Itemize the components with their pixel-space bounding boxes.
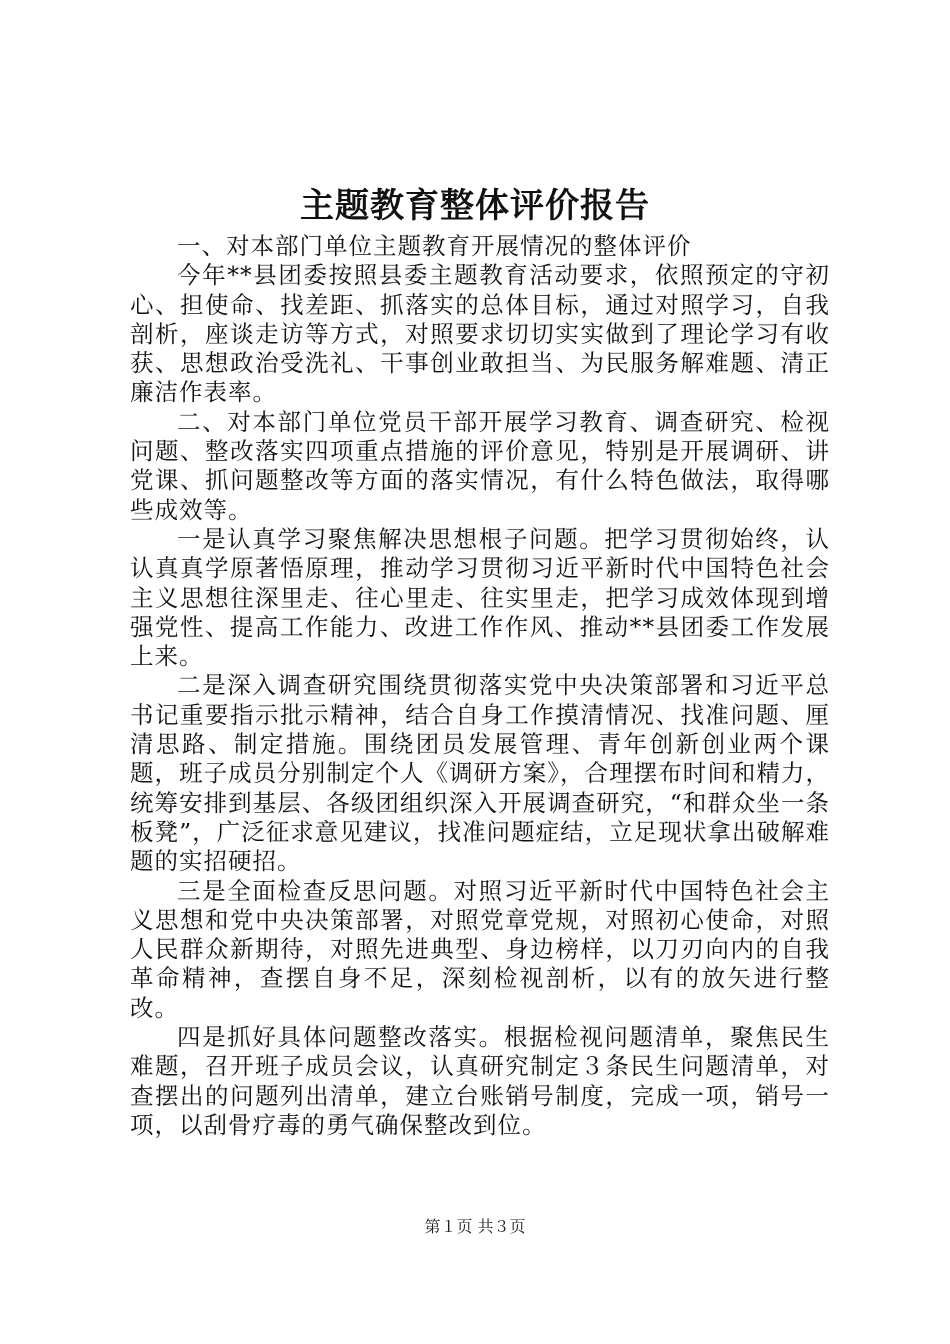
paragraph-rectification: 四是抓好具体问题整改落实。根据检视问题清单，聚焦民生难题，召开班子成员会议，认真研究制定３条民生问题清单，对查摆出的问题列出清单，建立台账销号制度，完成一项，销号一项，以刮骨疗毒的勇气确保整改到位。 <box>130 1023 830 1139</box>
page-number-footer: 第１页 共３页 <box>424 1217 526 1236</box>
document-title: 主题教育整体评价报告 <box>300 186 650 226</box>
paragraph-overall-summary: 今年**县团委按照县委主题教育活动要求，依照预定的守初心、担使命、找差距、抓落实的总体目标，通过对照学习，自我剖析，座谈走访等方式，对照要求切切实实做到了理论学习有收获、思想政治受洗礼、干事创业敢担当、为民服务解难题、清正廉洁作表率。 <box>130 261 830 407</box>
paragraph-study: 一是认真学习聚焦解决思想根子问题。把学习贯彻始终，认认真真学原著悟原理，推动学习贯彻习近平新时代中国特色社会主义思想往深里走、往心里走、往实里走，把学习成效体现到增强党性、提高工作能力、改进工作作风、推动**县团委工作发展上来。 <box>130 524 830 671</box>
document-body <box>130 232 830 1140</box>
section-heading-measures-evaluation: 二、对本部门单位党员干部开展学习教育、调查研究、检视问题、整改落实四项重点措施的评价意见，特别是开展调研、讲党课、抓问题整改等方面的落实情况，有什么特色做法，取得哪些成效等。 <box>130 407 830 524</box>
paragraph-inspection: 三是全面检查反思问题。对照习近平新时代中国特色社会主义思想和党中央决策部署，对照党章党规，对照初心使命，对照人民群众新期待，对照先进典型、身边榜样，以刀刃向内的自我革命精神，查摆自身不足，深刻检视剖析，以有的放矢进行整改。 <box>130 876 830 1022</box>
paragraph-research: 二是深入调查研究围绕贯彻落实党中央决策部署和习近平总书记重要指示批示精神，结合自身工作摸清情况、找准问题、厘清思路、制定措施。围绕团员发展管理、青年创新创业两个课题，班子成员分别制定个人《调研方案》，合理摆布时间和精力，统筹安排到基层、各级团组织深入开展调查研究，“和群众坐一条板凳”，广泛征求意见建议，找准问题症结，立足现状拿出破解难题的实招硬招。 <box>130 671 830 876</box>
section-heading-overall-evaluation: 一、对本部门单位主题教育开展情况的整体评价 <box>177 232 692 260</box>
